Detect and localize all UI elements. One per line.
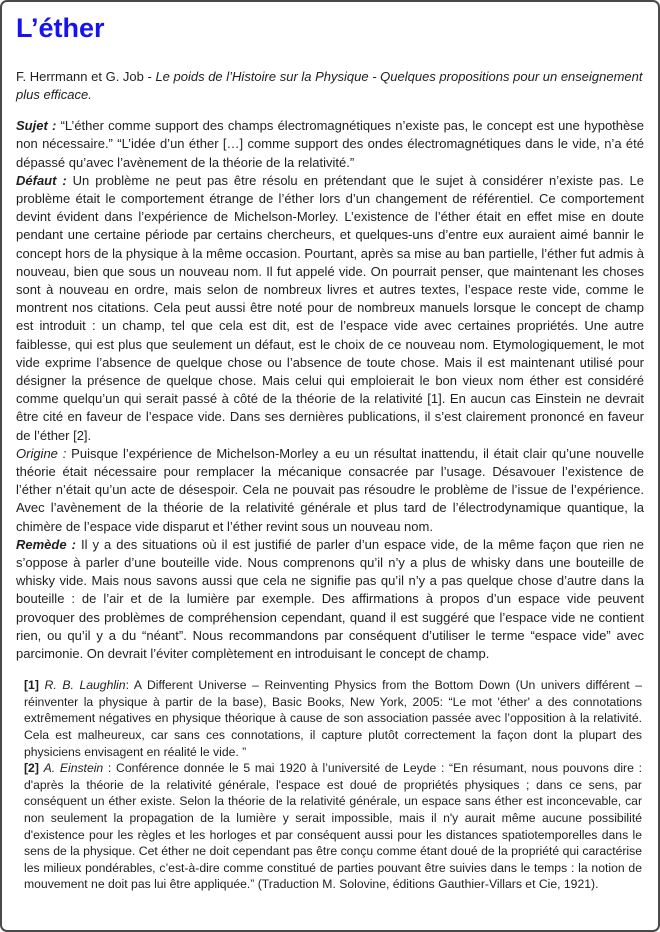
- section-origine: [16, 445, 644, 536]
- section-defaut-text: Un problème ne peut pas être résolu en prétendant que le sujet à considérer n’existe pas. Le problème était le comportement étrange de l’éther lors d’un changement de référentiel. Ce comportement devint évident dans l’expérience de Michelson-Morley. L’existence de l’éther était en effet mise en doute pendant une certaine période par certains chercheurs, et quelques-uns d’entre eux auraient aimé bannir le concept hors de la physique à la même occasion. Pourtant, après sa mise au ban partielle, l’éther fut admis à nouveau, bien que sous un nouveau nom. Il fut appelé vide. On pourrait penser, que maintenant les choses sont à nouveau en ordre, mais selon de nombreux livres et autres textes, l’espace reste vide, comme le montrent nos citations. Cela peut aussi être noté pour de nombreux manuels lorsque le concept de champ est introduit : un champ, tel que cela est dit, est de l’espace vide avec certaines propriétés. Une autre faiblesse, qui est plus que seulement un défaut, est le choix de ce nouveau nom. Etymologiquement, le mot vide exprime l’absence de quelque chose ou l’absence de toute chose. Mais il est maintenant utilisé pour désigner la présence de quelque chose. Mais celui qui emploierait le bon vieux nom éther est considéré comme quelqu’un qui serait passé à côté de la théorie de la relativité [1]. En aucun cas Einstein ne devrait être cité en faveur de l’espace vide. Dans ses dernières publications, il s’est clairement prononcé en faveur de l’éther [2].: [16, 172, 644, 443]
- page-title: L’éther: [16, 13, 105, 43]
- footnotes: [16, 677, 644, 893]
- byline-authors: F. Herrmann et G. Job -: [16, 68, 156, 84]
- section-remede-text: Il y a des situations où il est justifié de parler d’un espace vide, de la même façon que rien ne s’oppose à parler d’une bouteille vide. Nous comprenons qu’il n’y a plus de whisky dans une bouteille de whisky vide. Mais nous savons aussi que cela ne signifie pas qu’il n’y a pas quelque chose d’autre dans la bouteille : de l’air et de la lumière par exemple. Des affirmations à propos d’un espace vide peuvent provoquer des problèmes de compréhension cependant, quand il est suggéré que l’espace vide ne contient rien, ou qu’il y a du “néant”. Nous recommandons par conséquent d’utiliser le terme “espace vide” avec parcimonie. On devrait l’éviter complètement en introduisant le concept de champ.: [16, 536, 644, 661]
- section-origine-text: Puisque l’expérience de Michelson-Morley a eu un résultat inattendu, il était clair qu’une nouvelle théorie était nécessaire pour remplacer la mécanique consacrée par l’usage. Désavouer l’existence de l’éther n’était qu’un acte de désespoir. Cela ne pouvait pas résoudre le problème de l’issue de l’expérience. Avec l’avènement de la théorie de la relativité générale et plus tard de l’électrodynamique quantique, la chimère de l’espace vide disparut et l’éther revint sous un nouveau nom.: [16, 445, 644, 534]
- section-defaut-label: Défaut :: [16, 172, 67, 188]
- section-remede-label: Remède :: [16, 536, 76, 552]
- footnote-2: [24, 760, 642, 893]
- footnote-2-marker: [2]: [24, 761, 39, 776]
- section-origine-label: Origine :: [16, 445, 67, 461]
- byline-work-title: Le poids de l’Histoire sur la Physique - Quelques propositions pour un enseignement plus efficace.: [16, 68, 643, 102]
- section-defaut: [16, 172, 644, 445]
- section-sujet-text: “L’éther comme support des champs électromagnétiques n’existe pas, le concept est une hypothèse non nécessaire.” “L’idée d’un éther […] comme support des ondes électromagnétiques dans le vide, n’a été dépassé qu’avec l’avènement de la théorie de la relativité.”: [16, 118, 644, 170]
- footnote-1-text: : A Different Universe – Reinventing Physics from the Bottom Down (Un univers différent – réinventer la physique à partir de la base), Basic Books, New York, 2005: “Le mot 'éther' a des connotations extrêmement négatives en physique théorique à cause de son association passée avec l’opposition à la relativité. Cela est malheureux, car sans ces connotations, il capture plutôt correctement la façon dont la plupart des physiciens envisagent en réalité le vide. ”: [24, 678, 643, 759]
- footnote-1: [24, 677, 642, 760]
- footnote-1-author: R. B. Laughlin: [44, 678, 126, 693]
- section-remede: [16, 536, 644, 663]
- section-sujet-label: Sujet :: [16, 118, 57, 134]
- byline: [16, 68, 644, 104]
- footnote-2-text: : Conférence donnée le 5 mai 1920 à l’université de Leyde : “En résumant, nous pouvons dire : d'après la théorie de la relativité générale, l'espace est doué de propriétés physiques ; dans ce sens, par conséquent un éther existe. Selon la théorie de la relativité générale, un espace sans éther est inconcevable, car non seulement la propagation de la lumière y serait impossible, mais il n'y aurait même aucune possibilité d'existence pour les règles et les horloges et par conséquent aussi pour les distances spatiotemporelles dans le sens de la physique. Cet éther ne doit cependant pas être conçu comme étant doué de la propriété qui caractérise les milieux pondérables, c’est-à-dire comme constitué de parties pouvant être suivies dans le temps : la notion de mouvement ne doit pas lui être appliquée.” (Traduction M. Solovine, éditions Gauthier-Villars et Cie, 1921).: [24, 761, 642, 892]
- section-sujet: [16, 117, 644, 172]
- document-body: [16, 117, 644, 663]
- footnote-1-marker: [1]: [24, 678, 39, 693]
- footnote-2-author: A. Einstein: [43, 761, 104, 776]
